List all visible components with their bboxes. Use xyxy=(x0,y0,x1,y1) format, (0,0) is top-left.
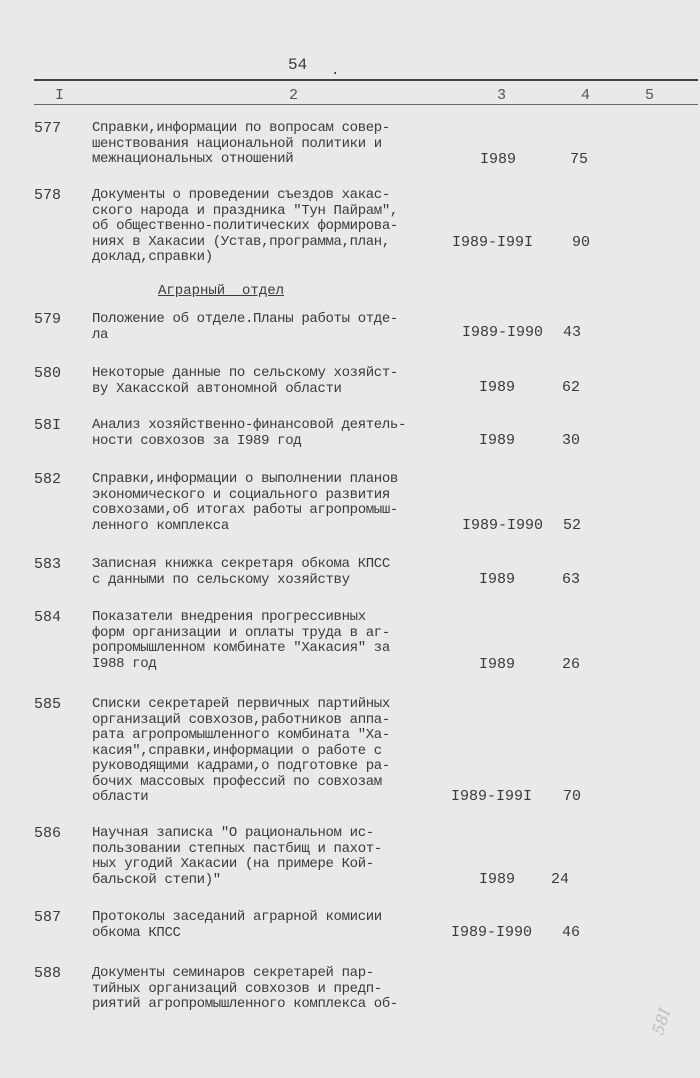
entry-description: Научная записка "О рациональном ис- пользовании степных пастбищ и пахот- ных угодий Хакасии (на примере Кой- бальской степи)" xyxy=(92,825,382,888)
entry-sheets: 62 xyxy=(562,379,581,396)
entry-sheets: 90 xyxy=(572,234,591,251)
entry-number: 577 xyxy=(34,120,62,137)
entry-number: 586 xyxy=(34,825,62,842)
column-header-1: I xyxy=(55,87,65,104)
entry-date: I989 xyxy=(479,871,516,888)
entry-date: I989-I990 xyxy=(451,924,533,941)
entry-date: I989-I99I xyxy=(452,234,534,251)
entry-date: I989 xyxy=(479,432,516,449)
entry-sheets: 52 xyxy=(563,517,582,534)
entry-date: I989-I990 xyxy=(462,324,544,341)
entry-number: 578 xyxy=(34,187,62,204)
entry-date: I989 xyxy=(479,379,516,396)
entry-description: Протоколы заседаний аграрной комисии обкома КПСС xyxy=(92,909,382,941)
entry-description: Некоторые данные по сельскому хозяйст- ву Хакасской автономной области xyxy=(92,365,398,397)
entry-date: I989-I990 xyxy=(462,517,544,534)
section-heading: Аграрный отдел xyxy=(158,283,285,299)
entry-description: Записная книжка секретаря обкома КПСС с данными по сельскому хозяйству xyxy=(92,556,390,588)
entry-number: 585 xyxy=(34,696,62,713)
entry-sheets: 46 xyxy=(562,924,581,941)
column-header-5: 5 xyxy=(645,87,655,104)
handwritten-sheet-number: 58I xyxy=(648,1005,675,1038)
entry-sheets: 43 xyxy=(563,324,582,341)
entry-sheets: 26 xyxy=(562,656,581,673)
column-header-4: 4 xyxy=(581,87,591,104)
entry-sheets: 63 xyxy=(562,571,581,588)
entry-number: 582 xyxy=(34,471,62,488)
entry-description: Документы о проведении съездов хакас- ского народа и праздника "Тун Пайрам", об общественно-политических формирова- ниях в Хакасии (Устав,программа,план, доклад,справки) xyxy=(92,187,398,265)
entry-date: I989-I99I xyxy=(451,788,533,805)
entry-description: Анализ хозяйственно-финансовой деятель- ности совхозов за I989 год xyxy=(92,417,407,449)
column-header-2: 2 xyxy=(289,87,299,104)
entry-sheets: 70 xyxy=(563,788,582,805)
column-header-3: 3 xyxy=(497,87,507,104)
entry-description: Показатели внедрения прогрессивных форм организации и оплаты труда в аг- ропромышленном комбинате "Хакасия" за I988 год xyxy=(92,609,390,672)
header-rule-bottom xyxy=(34,104,698,105)
entry-number: 583 xyxy=(34,556,62,573)
entry-description: Положение об отделе.Планы работы отде- ла xyxy=(92,311,398,343)
entry-number: 587 xyxy=(34,909,62,926)
entry-description: Списки секретарей первичных партийных организаций совхозов,работников аппа- рата агропромышленного комбината "Ха- касия",справки,информации о работе с руководящими кадрами,о подготовке ра- бочих массовых профессий по совхозам области xyxy=(92,696,390,805)
entry-description: Документы семинаров секретарей пар- тийных организаций совхозов и предп- риятий агропромышленного комплекса об- xyxy=(92,965,398,1012)
entry-date: I989 xyxy=(479,656,516,673)
page-number: 54 xyxy=(288,56,308,74)
entry-description: Справки,информации по вопросам совер- шенствования национальной политики и межнациональных отношений xyxy=(92,120,390,167)
header-rule-top xyxy=(34,79,698,81)
entry-sheets: 24 xyxy=(551,871,570,888)
entry-number: 58I xyxy=(34,417,62,434)
entry-number: 588 xyxy=(34,965,62,982)
entry-date: I989 xyxy=(479,571,516,588)
page-mark: . xyxy=(331,63,340,79)
entry-number: 580 xyxy=(34,365,62,382)
entry-number: 584 xyxy=(34,609,62,626)
entry-date: I989 xyxy=(480,151,517,168)
entry-description: Справки,информации о выполнении планов экономического и социального развития совхозами,об итогах работы агропромыш- ленного комплекса xyxy=(92,471,398,534)
entry-sheets: 30 xyxy=(562,432,581,449)
entry-number: 579 xyxy=(34,311,62,328)
entry-sheets: 75 xyxy=(570,151,589,168)
